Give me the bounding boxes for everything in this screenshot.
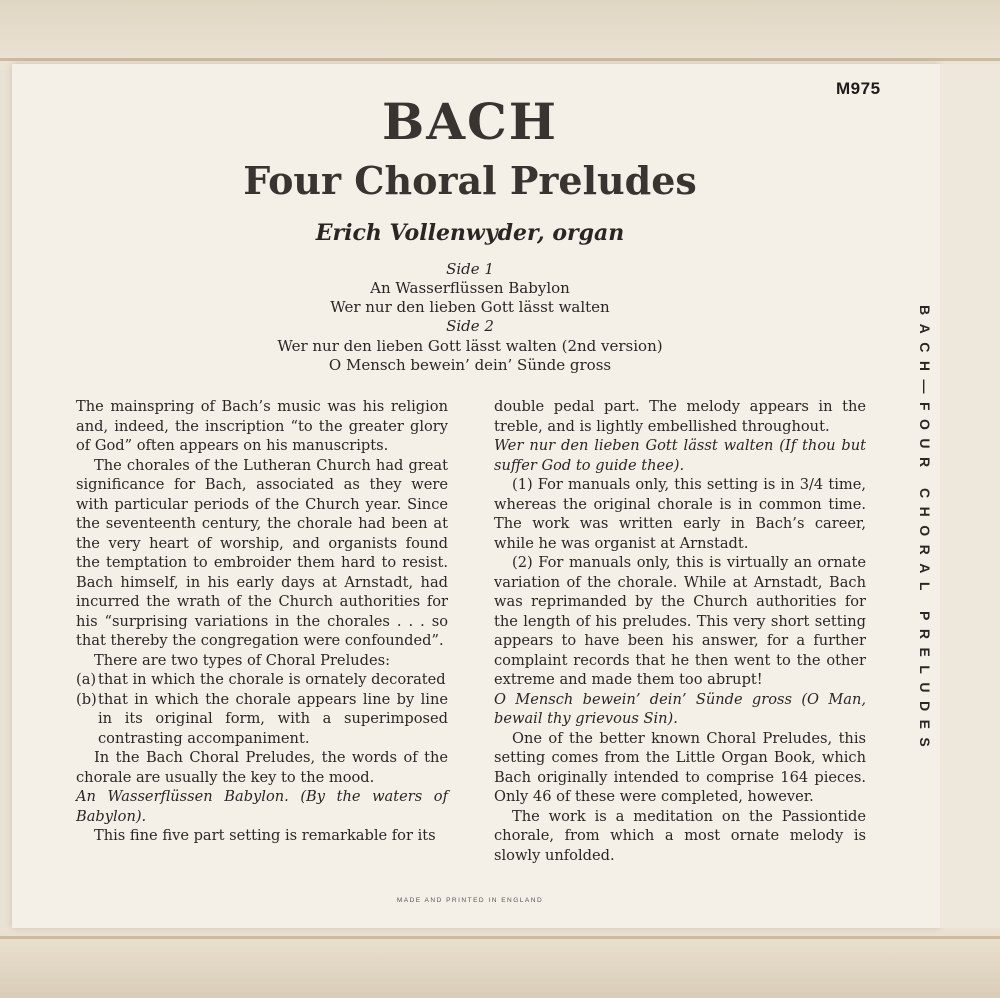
notes-paragraph: double pedal part. The melody appears in the treble, and is lightly embellished throughout. [494, 398, 866, 435]
notes-paragraph: (1) For manuals only, this setting is in 3/4 time, whereas the original chorale is in common time. The work was written early in Bach’s career, while he was organist at Arnstadt. [494, 476, 866, 552]
side-1-label: Side 1 [446, 260, 494, 278]
notes-paragraph: One of the better known Choral Preludes, this setting comes from the Little Organ Book, which Bach originally intended to comprise 164 pieces. Only 46 of these were completed, however. [494, 729, 866, 805]
notes-paragraph: The work is a meditation on the Passiontide chorale, from which a most ornate melody is slowly unfolded. [494, 807, 866, 864]
prelude-type-b [76, 690, 448, 749]
list-marker: (b) [76, 690, 97, 708]
list-item-text: that in which the chorale appears line by line in its original form, with a superimposed contrasting accompaniment. [98, 690, 448, 747]
prelude-type-a [76, 670, 448, 690]
side-2-track-1: Wer nur den lieben Gott lässt walten (2nd version) [277, 337, 663, 355]
notes-paragraph: (2) For manuals only, this is virtually an ornate variation of the chorale. While at Arnstadt, Bach was reprimanded by the Church authorities for the length of his preludes. This very short setting appears to have been his answer, for a further complaint records that he then went to the other extreme and made them too abrupt! [494, 554, 866, 688]
side-2-label: Side 2 [446, 317, 494, 335]
notes-paragraph: In the Bach Choral Preludes, the words of the chorale are usually the key to the mood. [76, 749, 448, 786]
prelude-title-wasserflussen: An Wasserflüssen Babylon. (By the waters of Babylon). [76, 788, 448, 825]
sleeve-spine-strip [940, 64, 1000, 928]
prelude-title-wer-nur: Wer nur den lieben Gott lässt walten (If thou but suffer God to guide thee). [494, 437, 866, 474]
work-title: Four Choral Preludes [243, 158, 697, 203]
sleeve-bottom-flap [0, 928, 1000, 998]
composer-title: BACH [381, 92, 559, 151]
liner-notes-right-column [494, 397, 866, 865]
sleeve-top-flap [0, 0, 1000, 70]
prelude-title-o-mensch: O Mensch bewein’ dein’ Sünde gross (O Man, bewail thy grievous Sin). [494, 690, 866, 727]
side-2-track-2: O Mensch bewein’ dein’ Sünde gross [328, 356, 612, 374]
notes-paragraph: This fine five part setting is remarkable for its [94, 827, 436, 844]
performer-credit: Erich Vollenwyder, organ [315, 220, 625, 246]
made-in-england-imprint: MADE AND PRINTED IN ENGLAND [396, 897, 544, 904]
notes-paragraph: The chorales of the Lutheran Church had great significance for Bach, associated as they were with particular periods of the Church year. Since the seventeenth century, the chorale had been at the very heart of worship, and organists found the temptation to embroider them hard to resist. Bach himself, in his early days at Arnstadt, had incurred the wrath of the Church authorities for his “surprising variations in the chorales . . . so that thereby the congregation were confounded”. [76, 456, 448, 649]
side-1-track-2: Wer nur den lieben Gott lässt walten [330, 298, 610, 316]
side-1-track-1: An Wasserflüssen Babylon [370, 279, 570, 297]
liner-notes-left-column [76, 397, 448, 846]
spine-title: BACH—FOUR CHORAL PRELUDES [917, 305, 933, 756]
catalog-number: M975 [836, 79, 881, 98]
list-marker: (a) [76, 671, 97, 688]
list-item-text: that in which the chorale is ornately decorated [98, 671, 446, 688]
notes-paragraph: The mainspring of Bach’s music was his religion and, indeed, the inscription “to the greater glory of God” often appears on his manuscripts. [76, 398, 448, 454]
notes-paragraph: There are two types of Choral Preludes: [94, 651, 391, 669]
